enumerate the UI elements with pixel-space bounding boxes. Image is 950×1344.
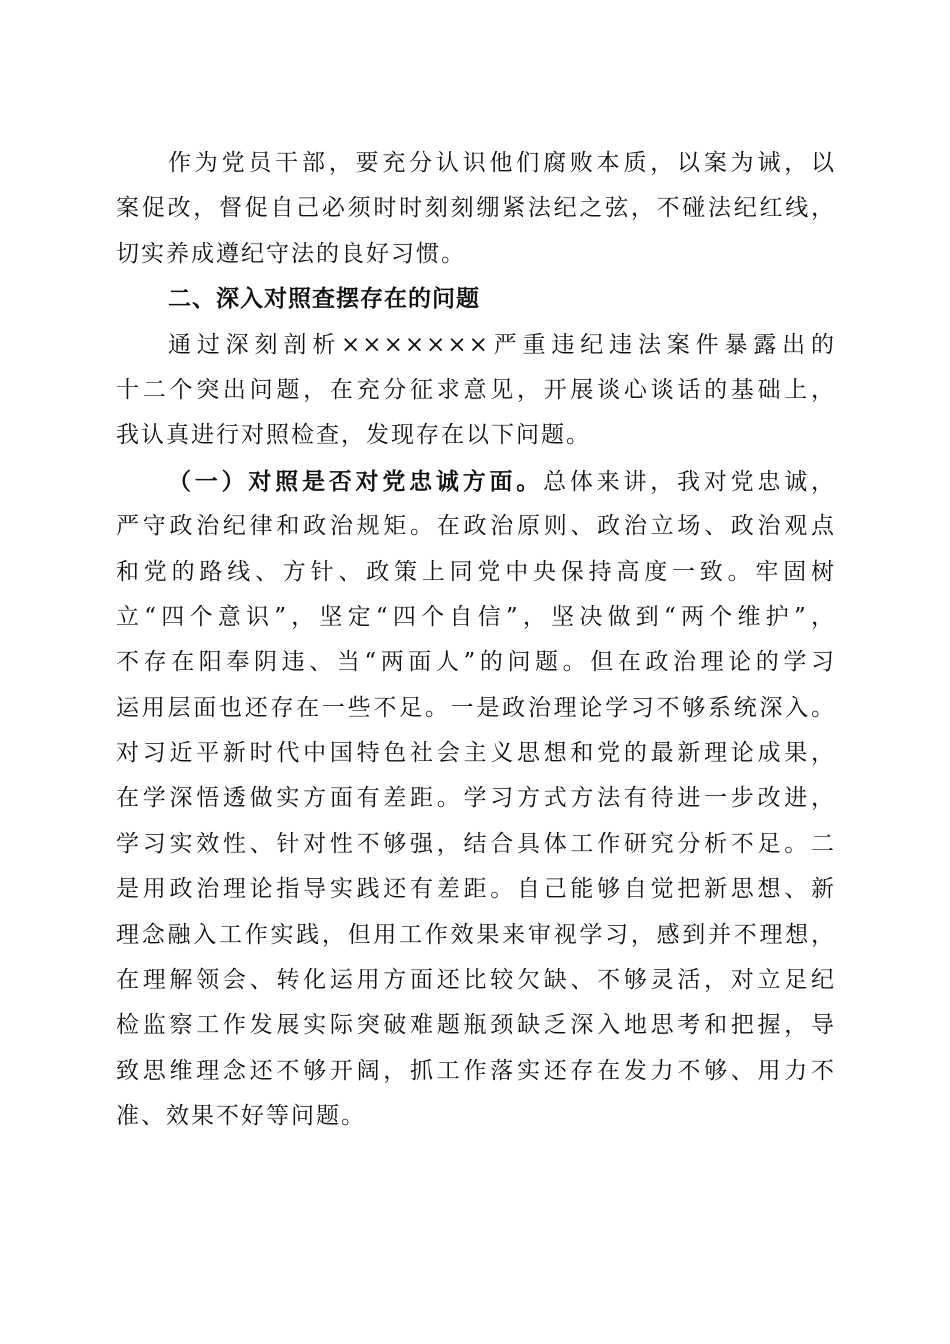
- text-line: 我认真进行对照检查，发现存在以下问题。: [116, 422, 591, 449]
- text-line: 理念融入工作实践，但用工作效果来审视学习，感到并不理想，: [116, 921, 836, 948]
- text-line: 通过深刻剖析×××××××严重违纪违法案件暴露出的: [168, 331, 836, 358]
- text-line: 检监察工作发展实际突破难题瓶颈缺乏深入地思考和把握，导: [116, 1012, 836, 1039]
- text-line: 准、效果不好等问题。: [116, 1103, 366, 1130]
- text-run: 总体来讲，我对党忠诚，: [543, 468, 837, 495]
- text-line: 是用政治理论指导实践还有差距。自己能够自觉把新思想、新: [116, 876, 836, 903]
- text-line: 作为党员干部，要充分认识他们腐败本质，以案为诫，以: [168, 150, 836, 176]
- subsection-heading: （一）对照是否对党忠诚方面。: [168, 467, 544, 495]
- paragraph-conclusion: [116, 141, 836, 277]
- text-line: 在理解领会、转化运用方面还比较欠缺、不够灵活，对立足纪: [116, 967, 836, 994]
- text-line: [116, 459, 836, 504]
- text-line: 和党的路线、方针、政策上同党中央保持高度一致。牢固树: [116, 558, 836, 585]
- text-line: 致思维理念还不够开阔，抓工作落实还存在发力不够、用力不: [116, 1057, 836, 1084]
- section-heading: 二、深入对照查摆存在的问题: [168, 286, 480, 313]
- document-body: [116, 141, 836, 1140]
- text-line: 严守政治纪律和政治规矩。在政治原则、政治立场、政治观点: [116, 513, 836, 540]
- paragraph-intro: [116, 323, 836, 459]
- text-line: 案促改，督促自己必须时时刻刻绷紧法纪之弦，不碰法纪红线，: [116, 195, 836, 222]
- text-line: 切实养成遵纪守法的良好习惯。: [116, 240, 466, 267]
- text-line: 立“四个意识”，坚定“四个自信”，坚决做到“两个维护”，: [116, 603, 836, 630]
- text-line: 学习实效性、针对性不够强，结合具体工作研究分析不足。二: [116, 830, 836, 857]
- paragraph-loyalty: [116, 459, 836, 1140]
- text-line: 十二个突出问题，在充分征求意见，开展谈心谈话的基础上，: [116, 376, 836, 403]
- text-line: 在学深悟透做实方面有差距。学习方式方法有待进一步改进，: [116, 785, 836, 812]
- text-line: 运用层面也还存在一些不足。一是政治理论学习不够系统深入。: [116, 694, 836, 721]
- text-line: 不存在阳奉阴违、当“两面人”的问题。但在政治理论的学习: [116, 649, 836, 676]
- text-line: 对习近平新时代中国特色社会主义思想和党的最新理论成果，: [116, 740, 836, 767]
